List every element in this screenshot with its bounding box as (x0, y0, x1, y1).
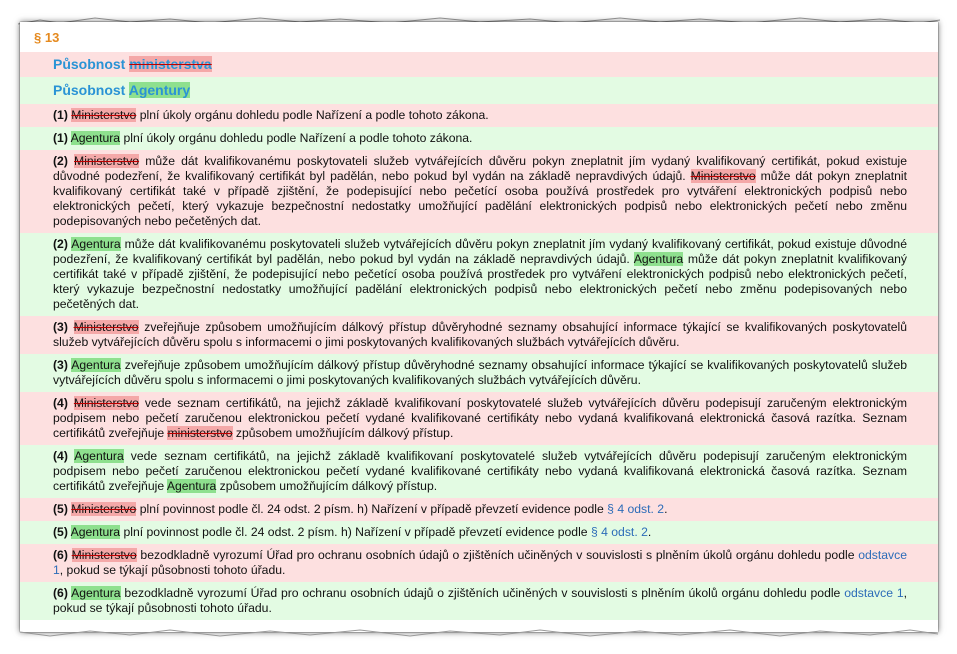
paragraph-1-old (20, 104, 938, 127)
law-diff-document (20, 22, 938, 632)
inserted-entity: Agentura (166, 479, 217, 493)
section-reference-link[interactable]: § 4 odst. 2 (607, 502, 665, 516)
paragraph-number: (5) (53, 502, 68, 516)
paragraph-1-new (20, 127, 938, 150)
paragraph-text: způsobem umožňujícím dálkový přístup. (219, 479, 438, 493)
paragraph-text-end: , pokud se týkají působnosti tohoto úřadu. (53, 586, 908, 615)
paragraph-text: zveřejňuje způsobem umožňujícím dálkový přístup důvěryhodné seznamy obsahující informace týkající se kvalifikovaných poskytovatelů služeb vytvářejících důvěru spolu s informacemi o jimi poskytovaných kvalifikovaných službách vytvářejících důvěru. (53, 320, 908, 349)
heading-new-prefix: Působnost (53, 82, 126, 98)
heading-old-deleted-word: ministerstva (129, 56, 212, 72)
paragraph-5-old (20, 498, 938, 521)
paragraph-number: (3) (53, 358, 68, 372)
paragraph-number: (4) (53, 396, 68, 410)
paragraph-text-end: . (647, 525, 652, 539)
paragraph-number: (2) (53, 237, 68, 251)
paragraph-text: způsobem umožňujícím dálkový přístup. (235, 426, 454, 440)
paragraph-text: může dát kvalifikovanému poskytovateli služeb vytvářejících důvěru pokyn zneplatnit jím vydaný kvalifikovaný certifikát, pokud existuje důvodné podezření, že kvalifikovaný certifikát byl padělán, nebo pokud byl vydán na základě nepravdivých údajů. (53, 237, 907, 266)
inserted-entity: Agentura (74, 449, 124, 463)
inserted-entity: Agentura (71, 358, 121, 372)
deleted-entity: Ministerstvo (690, 169, 756, 183)
section-number: § 13 (34, 30, 60, 45)
paragraph-reference-link[interactable]: odstavce 1 (53, 548, 908, 577)
paragraph-number: (1) (53, 108, 68, 122)
paragraph-text-end: , pokud se týkají působnosti tohoto úřadu. (59, 563, 286, 577)
section-reference-link[interactable]: § 4 odst. 2 (590, 525, 648, 539)
paragraph-number: (6) (53, 586, 68, 600)
heading-old-prefix: Působnost (53, 56, 126, 72)
paragraph-text: může dát pokyn zneplatnit kvalifikovaný certifikát také v případě zjištění, že podepisující nebo pečetící osoba používá prostředek pro vytváření elektronických podpisů nebo elektronických pečetí, který vykazuje bezpečnostní nedostatky umožňující padělání elektronických podpisů nebo elektronických pečetí nebo změnu podepisovaných nebo pečetěných dat. (53, 169, 907, 228)
paragraph-text: plní úkoly orgánu dohledu podle Nařízení a podle tohoto zákona. (139, 108, 489, 122)
heading-old-row (20, 52, 938, 77)
deleted-entity: Ministerstvo (71, 108, 137, 122)
paragraph-text: plní povinnost podle čl. 24 odst. 2 písm. h) Nařízení v případě převzetí evidence podle (139, 502, 604, 516)
paragraph-6-new (20, 582, 938, 620)
inserted-entity: Agentura (71, 237, 121, 251)
paragraph-text-end: . (664, 502, 668, 516)
paragraph-2-old (20, 150, 938, 233)
paragraph-4-new (20, 445, 938, 498)
paragraph-6-old (20, 544, 938, 582)
paragraph-number: (1) (53, 131, 68, 145)
deleted-entity: Ministerstvo (73, 320, 139, 334)
inserted-entity: Agentura (633, 252, 684, 266)
paragraph-text: bezodkladně vyrozumí Úřad pro ochranu osobních údajů o zjištěních učiněných v souvislosti s plněním úkolů orgánu dohledu podle (124, 586, 841, 600)
paragraph-reference-link[interactable]: odstavce 1 (844, 586, 904, 600)
deleted-entity: Ministerstvo (71, 548, 137, 562)
paragraph-3-old (20, 316, 938, 354)
paragraph-number: (5) (53, 525, 68, 539)
deleted-entity: Ministerstvo (73, 396, 139, 410)
paragraph-5-new (20, 521, 938, 544)
paragraph-4-old (20, 392, 938, 445)
paragraph-text: vede seznam certifikátů, na jejichž základě kvalifikovaní poskytovatelé služeb vytvářejících důvěru podepisují zaručeným elektronickým podpisem nebo pečetí zaručenou elektronickou pečetí vydané kvalifikované certifikáty nebo vydaná kvalifikovaná elektronická časová razítka. Seznam certifikátů zveřejňuje (53, 396, 908, 440)
paragraph-number: (4) (53, 449, 68, 463)
paragraph-text: může dát kvalifikovanému poskytovateli služeb vytvářejících důvěru pokyn zneplatnit jím vydaný kvalifikovaný certifikát, pokud existuje důvodné podezření, že kvalifikovaný certifikát byl padělán, nebo pokud byl vydán na základě nepravdivých údajů. (53, 154, 908, 183)
paragraph-3-new (20, 354, 938, 392)
heading-new-inserted-word: Agentury (128, 82, 191, 98)
paragraph-number: (6) (53, 548, 68, 562)
paragraph-text: plní povinnost podle čl. 24 odst. 2 písm. h) Nařízení v případě převzetí evidence podle (123, 525, 588, 539)
diff-content (20, 52, 938, 620)
torn-edge-bottom (0, 626, 957, 654)
paragraph-text: bezodkladně vyrozumí Úřad pro ochranu osobních údajů o zjištěních učiněných v souvislosti s plněním úkolů orgánu dohledu podle (140, 548, 855, 562)
paragraph-text: může dát pokyn zneplatnit kvalifikovaný certifikát také v případě zjištění, že podepisující nebo pečetící osoba používá prostředek pro vytváření elektronických podpisů nebo elektronických pečetí, který vykazuje bezpečnostní nedostatky umožňující padělání elektronických podpisů nebo elektronických pečetí nebo změnu podepisovaných nebo pečetěných dat. (53, 252, 907, 311)
deleted-entity: Ministerstvo (74, 154, 140, 168)
paragraph-2-new (20, 233, 938, 316)
paragraph-text: plní úkoly orgánu dohledu podle Nařízení a podle tohoto zákona. (123, 131, 473, 145)
inserted-entity: Agentura (70, 131, 121, 145)
paragraph-number: (3) (53, 320, 68, 334)
paragraph-number: (2) (53, 154, 68, 168)
heading-new-row (20, 77, 938, 104)
paragraph-text: zveřejňuje způsobem umožňujícím dálkový přístup důvěryhodné seznamy obsahující informace týkající se kvalifikovaných poskytovatelů služeb vytvářejících důvěru spolu s informacemi o jimi poskytovaných kvalifikovaných službách vytvářejících důvěru. (53, 358, 907, 387)
deleted-entity: Ministerstvo (71, 502, 137, 516)
paragraph-text: vede seznam certifikátů, na jejichž základě kvalifikovaní poskytovatelé služeb vytvářejících důvěru podepisují zaručeným elektronickým podpisem nebo pečetí zaručenou elektronickou pečetí vydané kvalifikované certifikáty nebo vydaná kvalifikovaná elektronická časová razítka. Seznam certifikátů zveřejňuje (53, 449, 907, 493)
inserted-entity: Agentura (71, 586, 121, 600)
deleted-entity: ministerstvo (167, 426, 233, 440)
inserted-entity: Agentura (70, 525, 121, 539)
